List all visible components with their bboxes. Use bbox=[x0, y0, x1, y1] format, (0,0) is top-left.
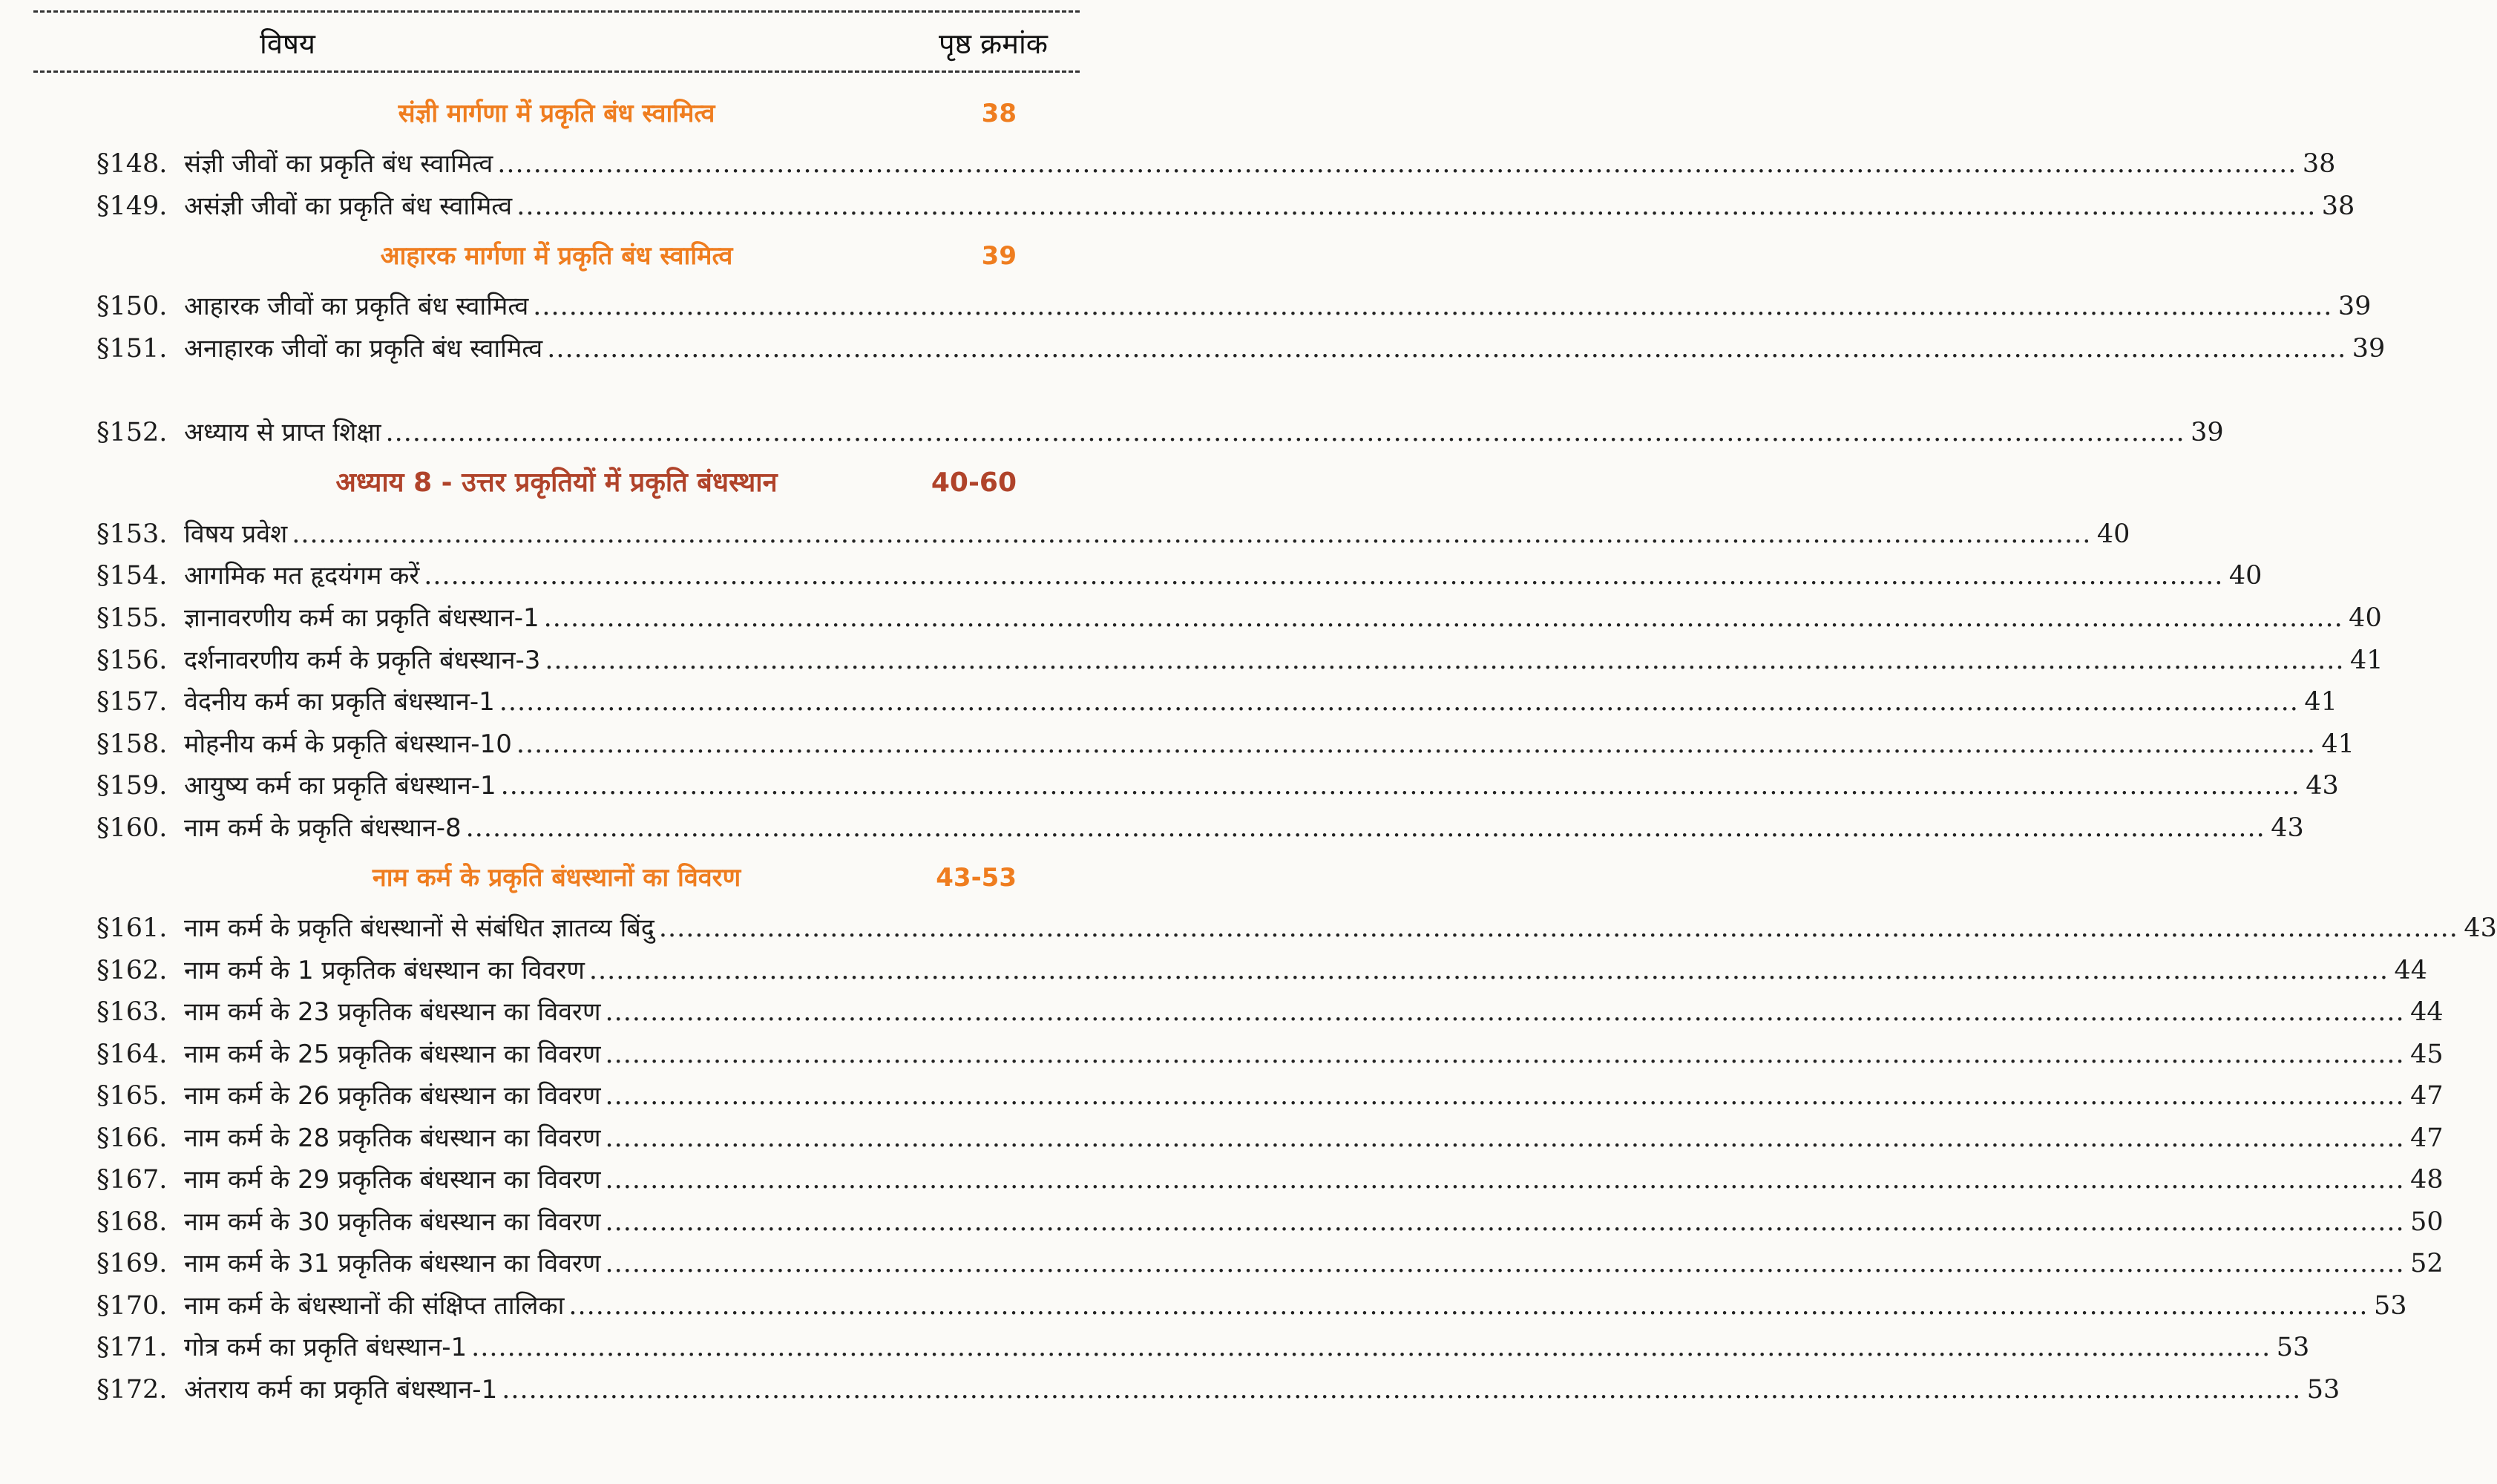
entry-page: 53 bbox=[2276, 1333, 2310, 1362]
chapter-pages: 40-60 bbox=[931, 467, 1017, 498]
toc-entry[interactable] bbox=[96, 286, 2372, 327]
leader-dots: ........................................................................................................................................................................................................ bbox=[471, 1333, 2271, 1362]
entry-page: 47 bbox=[2410, 1123, 2444, 1153]
entry-page: 39 bbox=[2352, 334, 2386, 364]
leader-dots: ........................................................................................................................................................................................................ bbox=[547, 334, 2347, 364]
leader-dots: ........................................................................................................................................................................................................ bbox=[605, 1165, 2405, 1195]
toc-entry[interactable] bbox=[96, 412, 2224, 453]
entry-number: §153. bbox=[96, 519, 168, 549]
toc-entry[interactable] bbox=[96, 991, 2444, 1033]
entry-number: §155. bbox=[96, 603, 168, 633]
entry-number: §170. bbox=[96, 1291, 168, 1321]
toc-entry[interactable] bbox=[96, 1201, 2444, 1243]
entry-number: §148. bbox=[96, 149, 168, 179]
leader-dots: ........................................................................................................................................................................................................ bbox=[424, 561, 2224, 591]
toc-entry[interactable] bbox=[96, 807, 2304, 849]
entry-page: 44 bbox=[2394, 956, 2428, 985]
toc-header bbox=[0, 16, 1113, 62]
entry-page: 50 bbox=[2410, 1207, 2444, 1237]
leader-dots: ........................................................................................................................................................................................................ bbox=[605, 1207, 2405, 1237]
toc-entry[interactable] bbox=[96, 1034, 2444, 1075]
entry-page: 48 bbox=[2410, 1165, 2444, 1195]
entry-page: 39 bbox=[2191, 418, 2224, 447]
entry-page: 41 bbox=[2349, 646, 2383, 675]
entry-title: असंज्ञी जीवों का प्रकृति बंध स्वामित्व bbox=[184, 191, 513, 221]
top-dashed-rule bbox=[33, 10, 1080, 13]
entry-number: §157. bbox=[96, 687, 168, 717]
entry-title: आयुष्य कर्म का प्रकृति बंधस्थान-1 bbox=[184, 771, 496, 801]
entry-number: §156. bbox=[96, 646, 168, 675]
leader-dots: ........................................................................................................................................................................................................ bbox=[543, 603, 2343, 633]
leader-dots: ........................................................................................................................................................................................................ bbox=[502, 1375, 2302, 1405]
leader-dots: ........................................................................................................................................................................................................ bbox=[605, 1249, 2405, 1278]
leader-dots: ........................................................................................................................................................................................................ bbox=[605, 997, 2405, 1027]
toc-entry[interactable] bbox=[96, 597, 2382, 639]
entry-page: 44 bbox=[2410, 997, 2444, 1027]
entry-number: §151. bbox=[96, 334, 168, 364]
entry-number: §159. bbox=[96, 771, 168, 801]
entry-page: 45 bbox=[2410, 1040, 2444, 1069]
entry-page: 41 bbox=[2304, 687, 2337, 717]
leader-dots: ........................................................................................................................................................................................................ bbox=[516, 191, 2317, 221]
toc-entry[interactable] bbox=[96, 640, 2383, 681]
leader-dots: ........................................................................................................................................................................................................ bbox=[545, 646, 2345, 675]
leader-dots: ........................................................................................................................................................................................................ bbox=[588, 956, 2389, 985]
leader-dots: ........................................................................................................................................................................................................ bbox=[605, 1081, 2405, 1111]
leader-dots: ........................................................................................................................................................................................................ bbox=[499, 687, 2299, 717]
entry-page: 47 bbox=[2410, 1081, 2444, 1111]
leader-dots: ........................................................................................................................................................................................................ bbox=[533, 292, 2333, 321]
toc-entry[interactable] bbox=[96, 1243, 2444, 1284]
leader-dots: ........................................................................................................................................................................................................ bbox=[516, 729, 2316, 759]
entry-number: §161. bbox=[96, 913, 168, 943]
entry-title: गोत्र कर्म का प्रकृति बंधस्थान-1 bbox=[184, 1333, 467, 1362]
leader-dots: ........................................................................................................................................................................................................ bbox=[605, 1123, 2405, 1153]
entry-number: §152. bbox=[96, 418, 168, 447]
chapter-title: अध्याय 8 - उत्तर प्रकृतियों में प्रकृति बंधस्थान bbox=[335, 467, 778, 498]
entry-title: नाम कर्म के 30 प्रकृतिक बंधस्थान का विवरण bbox=[184, 1207, 601, 1237]
toc-entry[interactable] bbox=[96, 765, 2339, 807]
entry-title: आगमिक मत हृदयंगम करें bbox=[184, 561, 420, 591]
entry-title: नाम कर्म के 29 प्रकृतिक बंधस्थान का विवरण bbox=[184, 1165, 601, 1195]
entry-title: नाम कर्म के 31 प्रकृतिक बंधस्थान का विवरण bbox=[184, 1249, 601, 1278]
entry-page: 40 bbox=[2096, 519, 2130, 549]
chapter-heading bbox=[0, 462, 1113, 504]
entry-number: §165. bbox=[96, 1081, 168, 1111]
section-pages: 39 bbox=[981, 241, 1017, 271]
entry-number: §149. bbox=[96, 191, 168, 221]
entry-page: 41 bbox=[2321, 729, 2355, 759]
toc-entry[interactable] bbox=[96, 950, 2428, 991]
entry-number: §154. bbox=[96, 561, 168, 591]
leader-dots: ........................................................................................................................................................................................................ bbox=[465, 813, 2265, 843]
entry-number: §171. bbox=[96, 1333, 168, 1362]
entry-number: §150. bbox=[96, 292, 168, 321]
leader-dots: ........................................................................................................................................................................................................ bbox=[568, 1291, 2369, 1321]
entry-page: 43 bbox=[2271, 813, 2304, 843]
entry-number: §167. bbox=[96, 1165, 168, 1195]
entry-title: नाम कर्म के बंधस्थानों की संक्षिप्त तालिका bbox=[184, 1291, 565, 1321]
entry-page: 43 bbox=[2464, 913, 2497, 943]
header-dashed-rule bbox=[33, 70, 1080, 73]
leader-dots: ........................................................................................................................................................................................................ bbox=[500, 771, 2300, 801]
entry-page: 39 bbox=[2337, 292, 2372, 321]
entry-number: §163. bbox=[96, 997, 168, 1027]
toc-entry[interactable] bbox=[96, 1327, 2310, 1368]
toc-entry[interactable] bbox=[96, 1369, 2340, 1411]
entry-title: अंतराय कर्म का प्रकृति बंधस्थान-1 bbox=[184, 1375, 498, 1405]
section-pages: 43-53 bbox=[936, 863, 1017, 893]
entry-title: आहारक जीवों का प्रकृति बंध स्वामित्व bbox=[184, 292, 529, 321]
section-title: संज्ञी मार्गणा में प्रकृति बंध स्वामित्व bbox=[398, 99, 715, 128]
entry-page: 52 bbox=[2410, 1249, 2444, 1278]
section-heading bbox=[0, 93, 1113, 134]
section-heading bbox=[0, 235, 1113, 277]
section-pages: 38 bbox=[981, 99, 1017, 128]
entry-page: 53 bbox=[2373, 1291, 2407, 1321]
section-heading bbox=[0, 857, 1113, 899]
toc-entry[interactable] bbox=[96, 1159, 2444, 1201]
section-title: नाम कर्म के प्रकृति बंधस्थानों का विवरण bbox=[372, 863, 741, 893]
entry-page: 43 bbox=[2306, 771, 2339, 801]
entry-number: §168. bbox=[96, 1207, 168, 1237]
toc-entry[interactable] bbox=[96, 1285, 2407, 1327]
toc-entry[interactable] bbox=[96, 1117, 2444, 1159]
entry-title: विषय प्रवेश bbox=[184, 519, 288, 549]
entry-number: §162. bbox=[96, 956, 168, 985]
toc-entry[interactable] bbox=[96, 328, 2386, 370]
entry-page: 40 bbox=[2349, 603, 2382, 633]
entry-title: दर्शनावरणीय कर्म के प्रकृति बंधस्थान-3 bbox=[184, 646, 541, 675]
leader-dots: ........................................................................................................................................................................................................ bbox=[497, 149, 2297, 179]
header-page-number: पृष्ठ क्रमांक bbox=[939, 27, 1048, 60]
entry-title: संज्ञी जीवों का प्रकृति बंध स्वामित्व bbox=[184, 149, 493, 179]
toc-entry[interactable] bbox=[96, 186, 2355, 227]
entry-title: अनाहारक जीवों का प्रकृति बंध स्वामित्व bbox=[184, 334, 543, 364]
entry-title: मोहनीय कर्म के प्रकृति बंधस्थान-10 bbox=[184, 729, 512, 759]
header-subject: विषय bbox=[260, 27, 315, 60]
entry-number: §166. bbox=[96, 1123, 168, 1153]
entry-title: वेदनीय कर्म का प्रकृति बंधस्थान-1 bbox=[184, 687, 495, 717]
entry-number: §158. bbox=[96, 729, 168, 759]
leader-dots: ........................................................................................................................................................................................................ bbox=[658, 913, 2458, 943]
entry-title: नाम कर्म के प्रकृति बंधस्थानों से संबंधित ज्ञातव्य बिंदु bbox=[184, 913, 654, 943]
section-title: आहारक मार्गणा में प्रकृति बंध स्वामित्व bbox=[380, 241, 733, 271]
entry-page: 38 bbox=[2302, 149, 2336, 179]
entry-number: §169. bbox=[96, 1249, 168, 1278]
entry-page: 38 bbox=[2321, 191, 2355, 221]
toc-entry[interactable] bbox=[96, 681, 2337, 723]
entry-title: नाम कर्म के 1 प्रकृतिक बंधस्थान का विवरण bbox=[184, 956, 585, 985]
entry-title: नाम कर्म के 26 प्रकृतिक बंधस्थान का विवरण bbox=[184, 1081, 601, 1111]
entry-title: अध्याय से प्राप्त शिक्षा bbox=[184, 418, 381, 447]
toc-entry[interactable] bbox=[96, 513, 2130, 555]
entry-title: ज्ञानावरणीय कर्म का प्रकृति बंधस्थान-1 bbox=[184, 603, 539, 633]
leader-dots: ........................................................................................................................................................................................................ bbox=[292, 519, 2092, 549]
entry-page: 40 bbox=[2228, 561, 2263, 591]
entry-page: 53 bbox=[2306, 1375, 2340, 1405]
toc-entry[interactable] bbox=[96, 723, 2355, 765]
entry-number: §172. bbox=[96, 1375, 168, 1405]
toc-entry[interactable] bbox=[96, 907, 2497, 949]
toc-entry[interactable] bbox=[96, 1075, 2444, 1117]
leader-dots: ........................................................................................................................................................................................................ bbox=[605, 1040, 2405, 1069]
entry-number: §160. bbox=[96, 813, 168, 843]
entry-title: नाम कर्म के प्रकृति बंधस्थान-8 bbox=[184, 813, 462, 843]
toc-entry[interactable] bbox=[96, 143, 2336, 185]
entry-title: नाम कर्म के 25 प्रकृतिक बंधस्थान का विवरण bbox=[184, 1040, 601, 1069]
entry-title: नाम कर्म के 23 प्रकृतिक बंधस्थान का विवरण bbox=[184, 997, 601, 1027]
entry-number: §164. bbox=[96, 1040, 168, 1069]
entry-title: नाम कर्म के 28 प्रकृतिक बंधस्थान का विवरण bbox=[184, 1123, 601, 1153]
leader-dots: ........................................................................................................................................................................................................ bbox=[385, 418, 2185, 447]
toc-entry[interactable] bbox=[96, 555, 2263, 597]
